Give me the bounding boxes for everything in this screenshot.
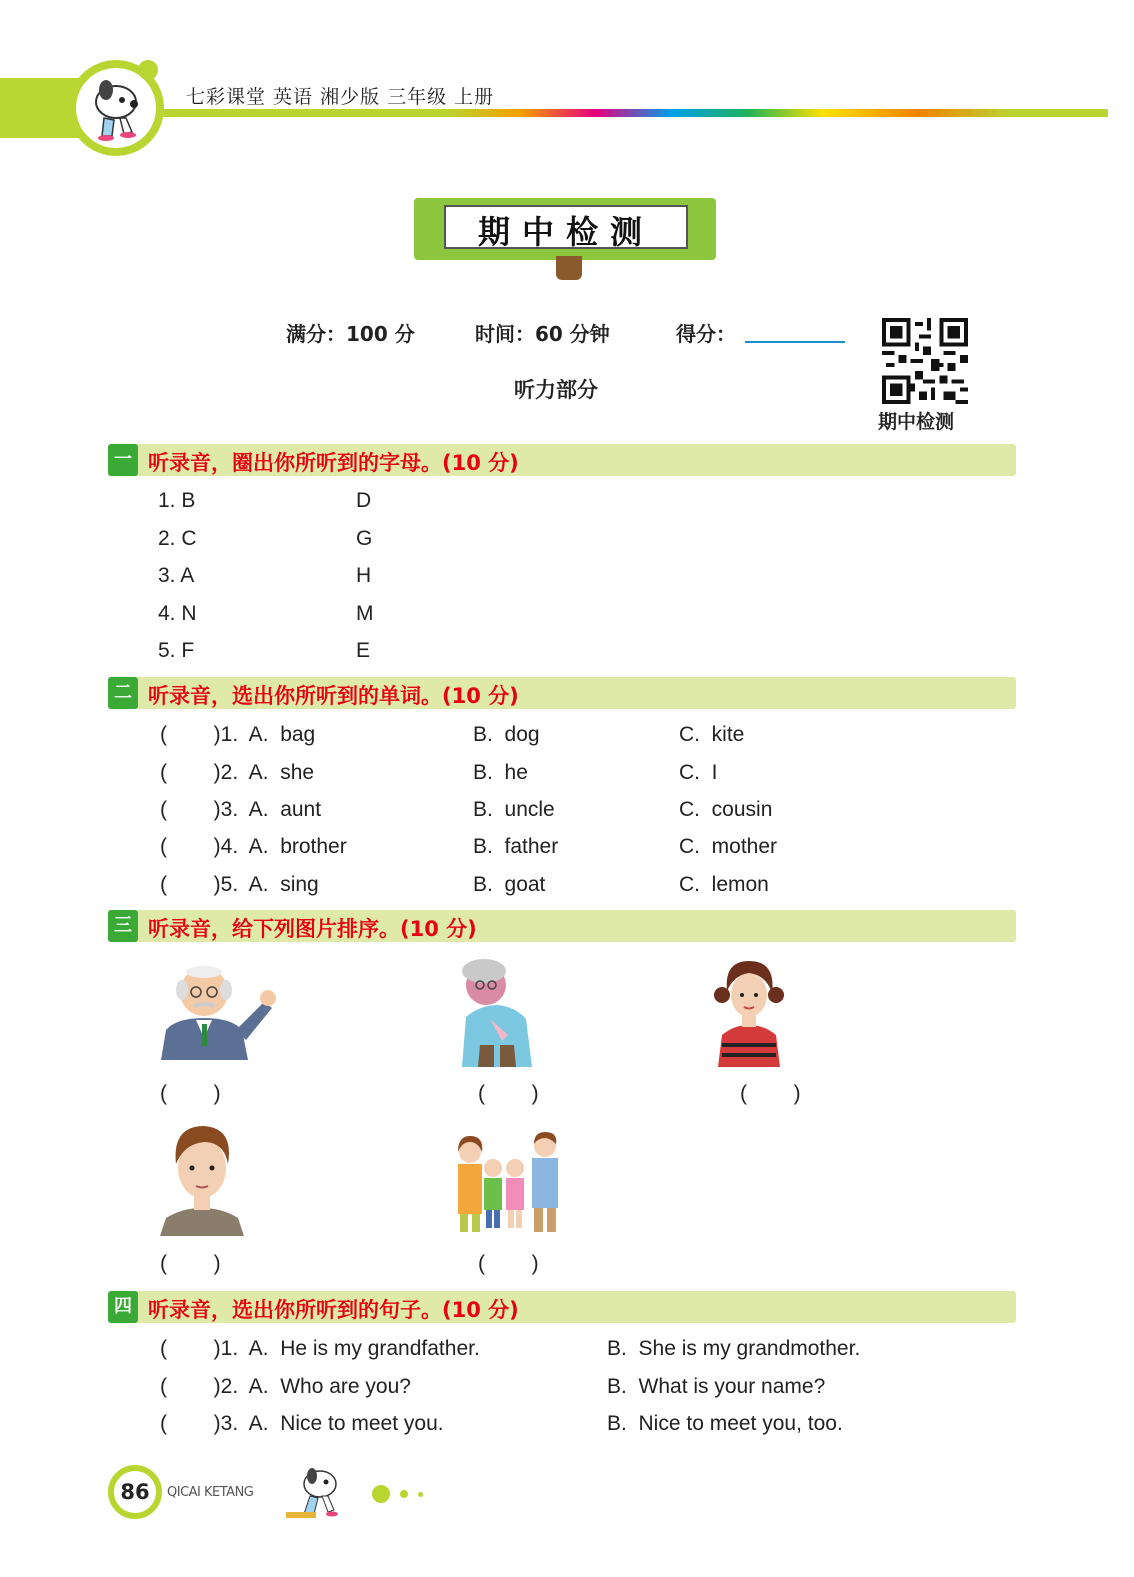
part2-header (108, 677, 1016, 709)
part1-item2-right[interactable]: G (356, 527, 373, 550)
part1-item5-left[interactable]: 5. F (158, 639, 195, 662)
part4-q2-a[interactable]: ( )2. A. Who are you? (160, 1375, 411, 1398)
part1-item4-left[interactable]: 4. N (158, 602, 197, 625)
section-title: 听力部分 (514, 378, 598, 402)
part1-item5-right[interactable]: E (356, 639, 371, 662)
part4-q3-a[interactable]: ( )3. A. Nice to meet you. (160, 1412, 444, 1435)
part2-q5-c[interactable]: C. lemon (679, 873, 769, 896)
part2-q3-b[interactable]: B. uncle (473, 798, 555, 821)
qr-code-icon[interactable] (882, 318, 968, 404)
part3-title: 听录音，给下列图片排序。(10 分) (148, 917, 477, 941)
part3-paren-5[interactable]: ( ) (478, 1252, 539, 1275)
part1-item1-right[interactable]: D (356, 489, 372, 512)
part2-title: 听录音，选出你所听到的单词。(10 分) (148, 684, 519, 708)
part4-q1-b[interactable]: B. She is my grandmother. (607, 1337, 861, 1360)
part2-q5[interactable]: ( )5. A. sing (160, 873, 319, 896)
part1-number: 一 (108, 444, 138, 476)
full-score: 满分：100 分 (286, 322, 415, 346)
qr-caption: 期中检测 (878, 411, 955, 433)
header-rainbow-line (160, 109, 1108, 117)
mother-picture (714, 955, 784, 1067)
dog-mascot-footer-icon (280, 1462, 350, 1524)
part4-header (108, 1291, 1016, 1323)
book-title: 七彩课堂 英语 湘少版 三年级 上册 (186, 86, 495, 108)
father-picture (158, 1120, 246, 1236)
page-number: 86 (108, 1465, 162, 1519)
part1-header (108, 444, 1016, 476)
title-badge-tab (556, 256, 582, 280)
part2-q4-c[interactable]: C. mother (679, 835, 778, 858)
part2-q1[interactable]: ( )1. A. bag (160, 723, 316, 746)
part4-q3-b[interactable]: B. Nice to meet you, too. (607, 1412, 843, 1435)
part1-item3-right[interactable]: H (356, 564, 372, 587)
part1-title: 听录音，圈出你所听到的字母。(10 分) (148, 451, 519, 475)
header-dot (138, 60, 158, 80)
grandfather-picture (156, 960, 276, 1060)
time-limit: 时间：60 分钟 (475, 322, 610, 346)
grandmother-picture (450, 955, 540, 1067)
family-picture (450, 1128, 570, 1232)
footer-dot-medium (400, 1490, 408, 1498)
footer-dot-small (418, 1492, 423, 1497)
part1-item4-right[interactable]: M (356, 602, 374, 625)
part2-q1-c[interactable]: C. kite (679, 723, 745, 746)
footer-dot-large (372, 1485, 390, 1503)
part2-number: 二 (108, 677, 138, 709)
part2-q5-b[interactable]: B. goat (473, 873, 546, 896)
part3-paren-3[interactable]: ( ) (740, 1082, 801, 1105)
part2-q3[interactable]: ( )3. A. aunt (160, 798, 322, 821)
part2-q4-b[interactable]: B. father (473, 835, 559, 858)
part4-q2-b[interactable]: B. What is your name? (607, 1375, 826, 1398)
score-label: 得分： (676, 322, 736, 346)
part4-number: 四 (108, 1291, 138, 1323)
part4-title: 听录音，选出你所听到的句子。(10 分) (148, 1298, 519, 1322)
part3-number: 三 (108, 910, 138, 942)
part3-paren-4[interactable]: ( ) (160, 1252, 221, 1275)
score-blank[interactable] (745, 341, 845, 343)
dog-mascot-icon (76, 68, 156, 148)
part2-q1-b[interactable]: B. dog (473, 723, 540, 746)
part3-paren-2[interactable]: ( ) (478, 1082, 539, 1105)
part2-q2-c[interactable]: C. I (679, 761, 718, 784)
part3-paren-1[interactable]: ( ) (160, 1082, 221, 1105)
part2-q3-c[interactable]: C. cousin (679, 798, 773, 821)
part1-item3-left[interactable]: 3. A (158, 564, 195, 587)
part2-q2[interactable]: ( )2. A. she (160, 761, 315, 784)
part1-item2-left[interactable]: 2. C (158, 527, 197, 550)
part4-q1-a[interactable]: ( )1. A. He is my grandfather. (160, 1337, 480, 1360)
footer-brand: QICAI KETANG (167, 1485, 254, 1500)
part2-q4[interactable]: ( )4. A. brother (160, 835, 347, 858)
page-title: 期中检测 (477, 213, 654, 251)
part3-header (108, 910, 1016, 942)
part2-q2-b[interactable]: B. he (473, 761, 528, 784)
part1-item1-left[interactable]: 1. B (158, 489, 196, 512)
